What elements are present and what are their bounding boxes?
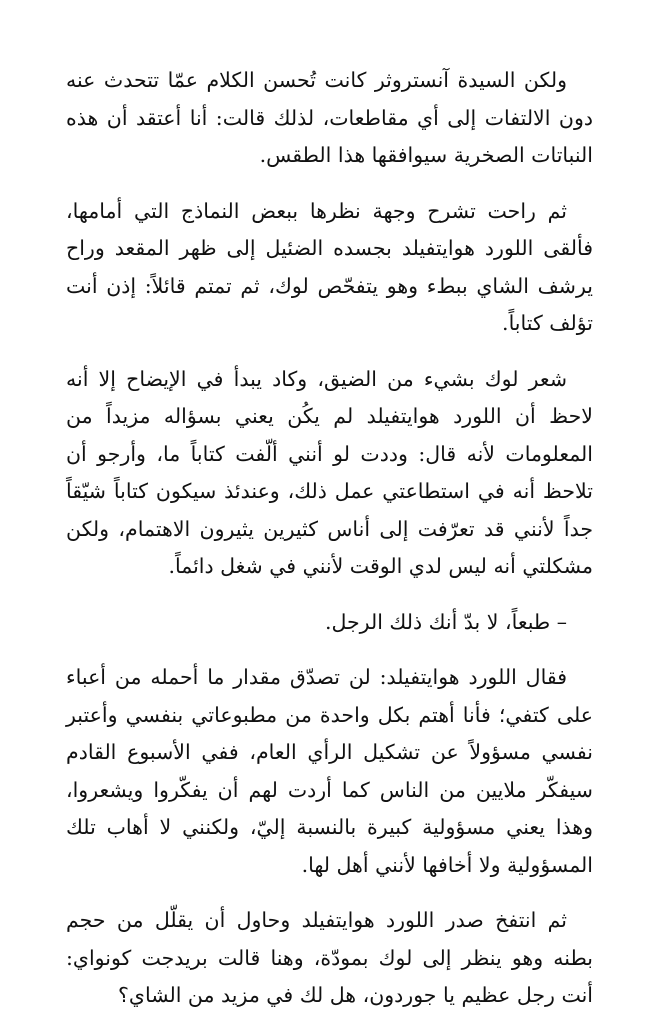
paragraph-4-dialogue: – طبعاً، لا بدّ أنك ذلك الرجل.: [324, 609, 567, 634]
paragraph-5: فقال اللورد هوايتفيلد: لن تصدّق مقدار ما أحمله من أعباء على كتفي؛ فأنا أهتم بكل واحدة من مطبوعاتي بنفسي وأعتبر نفسي مسؤولاً عن تشكيل الرأي العام، ففي الأسبوع القادم سيفكّر ملايين من الناس كما أردت لهم أن يفكّروا ويشعروا، وهذا يعني مسؤولية كبيرة بالنسبة إليّ، ولكنني لا أهاب تلك المسؤولية ولا أخافها لأنني أهل لها.: [66, 665, 593, 877]
paragraph-3: شعر لوك بشيء من الضيق، وكاد يبدأ في الإيضاح إلا أنه لاحظ أن اللورد هوايتفيلد لم يكُن يعني بسؤاله مزيداً من المعلومات لأنه قال: وددت لو أنني ألّفت كتاباً ما، وأرجو أن تلاحظ أنه في استطاعتي عمل ذلك، وعندئذ سيكون كتاباً شيّقاً جداً لأنني قد تعرّفت إلى أناس كثيرين يثيرون الاهتمام، ولكن مشكلتي أنه ليس لدي الوقت لأنني في شغل دائماً.: [66, 366, 593, 578]
paragraph-6: ثم انتفخ صدر اللورد هوايتفيلد وحاول أن يقلّل من حجم بطنه وهو ينظر إلى لوك بمودّة، وهنا قالت بريدجت كونواي: أنت رجل عظيم يا جوردون، هل لك في مزيد من الشاي؟: [66, 908, 593, 1007]
paragraph-1: ولكن السيدة آنستروثر كانت تُحسن الكلام عمّا تتحدث عنه دون الالتفات إلى أي مقاطعات، لذلك قالت: أنا أعتقد أن هذه النباتات الصخرية سيوافقها هذا الطقس.: [66, 68, 593, 167]
paragraph-2: ثم راحت تشرح وجهة نظرها ببعض النماذج التي أمامها، فألقى اللورد هوايتفيلد بجسده الضئيل إلى ظهر المقعد وراح يرشف الشاي ببطء وهو يتفحّص لوك، ثم تمتم قائلاً: إذن أنت تؤلف كتاباً.: [66, 198, 593, 335]
